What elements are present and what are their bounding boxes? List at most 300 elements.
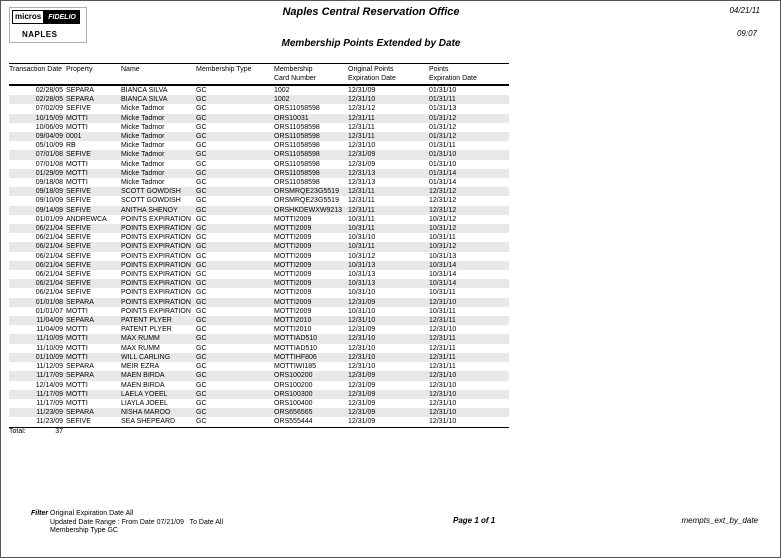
cell-name: WILL CARLING <box>121 353 171 361</box>
column-header-membership-type: Membership Type <box>196 64 274 86</box>
cell-property: MOTTI <box>66 123 88 131</box>
cell-original-points-expiration-date: 12/31/09 <box>348 381 376 389</box>
cell-points-expiration-date: 01/31/10 <box>429 160 457 168</box>
cell-original-points-expiration-date: 12/31/10 <box>348 335 376 343</box>
cell-card-number: MOTTIHF806 <box>274 353 317 361</box>
cell-points-expiration-date: 01/31/10 <box>429 151 457 159</box>
filter-lines <box>50 510 223 536</box>
cell-membership-type: GC <box>196 188 207 196</box>
total-value: 37 <box>55 428 63 435</box>
table-row <box>9 178 509 187</box>
cell-membership-type: GC <box>196 234 207 242</box>
cell-membership-type: GC <box>196 123 207 131</box>
cell-membership-type: GC <box>196 289 207 297</box>
table-row <box>9 408 509 417</box>
filter-line: Updated Date Range : From Date 07/21/09 To Date All <box>50 518 224 526</box>
cell-original-points-expiration-date: 12/31/09 <box>348 160 376 168</box>
cell-card-number: ORS555444 <box>274 418 313 426</box>
cell-name: MEIR EZRA <box>121 363 160 371</box>
cell-name: PATENT PLYER <box>121 326 172 334</box>
cell-card-number: MOTTI2009 <box>274 307 312 315</box>
cell-transaction-date: 09/18/08 <box>35 179 63 187</box>
cell-property: SEFIVE <box>66 271 91 279</box>
cell-membership-type: GC <box>196 298 207 306</box>
cell-points-expiration-date: 12/31/10 <box>429 381 457 389</box>
table-row <box>9 104 509 113</box>
cell-property: MOTTI <box>66 335 88 343</box>
cell-transaction-date: 11/23/09 <box>36 418 63 426</box>
cell-name: Micke Tadmor <box>121 123 165 131</box>
cell-card-number: MOTTI2010 <box>274 326 312 334</box>
table-row <box>9 381 509 390</box>
cell-points-expiration-date: 10/31/11 <box>429 307 456 315</box>
cell-original-points-expiration-date: 12/31/12 <box>348 105 376 113</box>
cell-membership-type: GC <box>196 363 207 371</box>
cell-membership-type: GC <box>196 215 207 223</box>
cell-property: SEPARA <box>66 409 94 417</box>
cell-card-number: ORS11058598 <box>274 160 320 168</box>
cell-property: SEFIVE <box>66 243 91 251</box>
cell-membership-type: GC <box>196 133 207 141</box>
cell-card-number: ORS11058598 <box>274 123 320 131</box>
cell-membership-type: GC <box>196 261 207 269</box>
cell-points-expiration-date: 12/31/12 <box>429 197 457 205</box>
cell-card-number: MOTTI2009 <box>274 225 312 233</box>
cell-card-number: MOTTIAD510 <box>274 344 318 352</box>
cell-name: BIANCA SILVA <box>121 96 168 104</box>
table-row <box>9 150 509 159</box>
cell-card-number: ORSHKDEWXW9213 <box>274 206 343 214</box>
cell-points-expiration-date: 12/31/10 <box>429 390 457 398</box>
cell-transaction-date: 06/21/04 <box>35 261 63 269</box>
cell-points-expiration-date: 12/31/11 <box>429 353 456 361</box>
cell-name: Micke Tadmor <box>121 151 165 159</box>
cell-transaction-date: 05/10/09 <box>35 142 63 150</box>
cell-membership-type: GC <box>196 409 207 417</box>
cell-name: Micke Tadmor <box>121 133 165 141</box>
cell-original-points-expiration-date: 10/31/10 <box>348 234 376 242</box>
cell-property: SEFIVE <box>66 252 91 260</box>
cell-original-points-expiration-date: 10/31/11 <box>348 243 375 251</box>
cell-property: SEPARA <box>66 363 94 371</box>
cell-name: Micke Tadmor <box>121 114 165 122</box>
cell-original-points-expiration-date: 12/31/09 <box>348 298 376 306</box>
cell-membership-type: GC <box>196 344 207 352</box>
cell-transaction-date: 11/23/09 <box>36 409 63 417</box>
cell-name: SCOTT GOWDISH <box>121 188 181 196</box>
cell-membership-type: GC <box>196 225 207 233</box>
cell-points-expiration-date: 12/31/11 <box>429 363 456 371</box>
cell-membership-type: GC <box>196 271 207 279</box>
table-row <box>9 417 509 427</box>
cell-membership-type: GC <box>196 160 207 168</box>
table-row <box>9 233 509 242</box>
table-row <box>9 224 509 233</box>
cell-membership-type: GC <box>196 381 207 389</box>
cell-transaction-date: 01/01/07 <box>35 307 63 315</box>
cell-points-expiration-date: 10/31/11 <box>429 234 456 242</box>
cell-transaction-date: 10/06/09 <box>35 123 63 131</box>
cell-card-number: MOTTI2009 <box>274 252 312 260</box>
cell-original-points-expiration-date: 12/31/09 <box>348 151 376 159</box>
cell-original-points-expiration-date: 10/31/12 <box>348 252 376 260</box>
cell-points-expiration-date: 01/31/10 <box>429 87 457 94</box>
cell-points-expiration-date: 12/31/12 <box>429 206 457 214</box>
cell-original-points-expiration-date: 10/31/11 <box>348 225 375 233</box>
cell-name: SCOTT GOWDISH <box>121 197 181 205</box>
cell-property: MOTTI <box>66 307 88 315</box>
cell-original-points-expiration-date: 12/31/11 <box>348 123 375 131</box>
column-header-transaction-date: Transaction Date <box>9 64 66 86</box>
cell-name: Micke Tadmor <box>121 105 165 113</box>
total-label: Total: <box>9 428 26 435</box>
cell-original-points-expiration-date: 12/31/11 <box>348 188 375 196</box>
cell-membership-type: GC <box>196 372 207 380</box>
cell-name: POINTS EXPIRATION <box>121 307 191 315</box>
fidelio-logo-text: FIDELIO <box>44 10 80 24</box>
cell-membership-type: GC <box>196 390 207 398</box>
cell-property: MOTTI <box>66 169 88 177</box>
cell-property: MOTTI <box>66 179 88 187</box>
cell-points-expiration-date: 01/31/11 <box>429 142 456 150</box>
column-header-points-expiration-date: Points Expiration Date <box>429 64 509 86</box>
cell-card-number: ORS100300 <box>274 390 313 398</box>
cell-membership-type: GC <box>196 399 207 407</box>
table-row <box>9 261 509 270</box>
cell-card-number: MOTTI2009 <box>274 289 312 297</box>
cell-card-number: ORS11058598 <box>274 133 320 141</box>
cell-transaction-date: 07/01/08 <box>35 151 63 159</box>
cell-name: POINTS EXPIRATION <box>121 271 191 279</box>
cell-transaction-date: 12/14/09 <box>35 381 63 389</box>
cell-name: Micke Tadmor <box>121 179 165 187</box>
cell-points-expiration-date: 12/31/10 <box>429 418 457 426</box>
table-row <box>9 279 509 288</box>
table-row <box>9 298 509 307</box>
cell-transaction-date: 06/21/04 <box>35 280 63 288</box>
cell-membership-type: GC <box>196 326 207 334</box>
cell-membership-type: GC <box>196 307 207 315</box>
cell-property: SEFIVE <box>66 261 91 269</box>
cell-membership-type: GC <box>196 114 207 122</box>
table-row <box>9 270 509 279</box>
cell-membership-type: GC <box>196 243 207 251</box>
cell-membership-type: GC <box>196 206 207 214</box>
table-row <box>9 85 509 95</box>
table-row <box>9 399 509 408</box>
report-title: Naples Central Reservation Office <box>282 6 460 18</box>
cell-transaction-date: 11/10/09 <box>36 335 63 343</box>
table-row <box>9 307 509 316</box>
filter-label: Filter <box>31 510 49 517</box>
cell-membership-type: GC <box>196 169 207 177</box>
cell-transaction-date: 01/10/09 <box>35 353 63 361</box>
column-header-property: Property <box>66 64 121 86</box>
cell-membership-type: GC <box>196 197 207 205</box>
cell-name: Micke Tadmor <box>121 169 165 177</box>
cell-property: SEFIVE <box>66 418 91 426</box>
cell-card-number: MOTTI2009 <box>274 271 312 279</box>
cell-property: SEFIVE <box>66 280 91 288</box>
cell-points-expiration-date: 10/31/12 <box>429 215 457 223</box>
cell-transaction-date: 06/21/04 <box>35 271 63 279</box>
cell-card-number: MOTTIAD510 <box>274 335 318 343</box>
cell-points-expiration-date: 01/31/12 <box>429 114 457 122</box>
table-row <box>9 114 509 123</box>
micros-logo-text: micros <box>12 10 44 24</box>
cell-name: MAX RUMM <box>121 335 160 343</box>
cell-points-expiration-date: 12/31/11 <box>429 344 456 352</box>
table-row <box>9 316 509 325</box>
cell-card-number: ORSMRQE23G5519 <box>274 188 339 196</box>
cell-original-points-expiration-date: 12/31/10 <box>348 96 376 104</box>
cell-transaction-date: 06/21/04 <box>35 225 63 233</box>
cell-property: SEFIVE <box>66 105 91 113</box>
cell-property: SEFIVE <box>66 197 91 205</box>
cell-property: SEPARA <box>66 96 94 104</box>
cell-original-points-expiration-date: 12/31/11 <box>348 114 375 122</box>
cell-name: BIANCA SILVA <box>121 87 168 94</box>
cell-points-expiration-date: 01/31/11 <box>429 96 456 104</box>
cell-original-points-expiration-date: 12/31/09 <box>348 372 376 380</box>
cell-points-expiration-date: 12/31/12 <box>429 188 457 196</box>
cell-transaction-date: 06/21/04 <box>35 243 63 251</box>
cell-property: SEFIVE <box>66 225 91 233</box>
table-row <box>9 95 509 104</box>
cell-name: Micke Tadmor <box>121 160 165 168</box>
table-row <box>9 371 509 380</box>
cell-original-points-expiration-date: 12/31/09 <box>348 409 376 417</box>
cell-name: SEA SHEPEARD <box>121 418 176 426</box>
cell-name: POINTS EXPIRATION <box>121 243 191 251</box>
cell-name: MAEN BIRDA <box>121 381 165 389</box>
cell-property: SEFIVE <box>66 206 91 214</box>
cell-original-points-expiration-date: 12/31/09 <box>348 399 376 407</box>
cell-property: SEPARA <box>66 317 94 325</box>
cell-transaction-date: 02/28/05 <box>35 87 63 94</box>
cell-original-points-expiration-date: 12/31/10 <box>348 142 376 150</box>
cell-property: MOTTI <box>66 114 88 122</box>
cell-original-points-expiration-date: 10/31/13 <box>348 280 376 288</box>
cell-property: 0001 <box>66 133 82 141</box>
cell-membership-type: GC <box>196 353 207 361</box>
cell-card-number: ORS11058598 <box>274 169 320 177</box>
cell-name: POINTS EXPIRATION <box>121 289 191 297</box>
table-row <box>9 353 509 362</box>
cell-property: MOTTI <box>66 160 88 168</box>
cell-transaction-date: 11/10/09 <box>36 344 63 352</box>
cell-card-number: ORS11058598 <box>274 179 320 187</box>
cell-membership-type: GC <box>196 96 207 104</box>
column-header-name: Name <box>121 64 196 86</box>
cell-original-points-expiration-date: 12/31/09 <box>348 390 376 398</box>
cell-card-number: ORS100200 <box>274 381 313 389</box>
cell-property: SEFIVE <box>66 188 91 196</box>
cell-points-expiration-date: 12/31/10 <box>429 409 457 417</box>
cell-points-expiration-date: 01/31/12 <box>429 123 457 131</box>
cell-original-points-expiration-date: 12/31/09 <box>348 87 376 94</box>
table-row <box>9 390 509 399</box>
cell-property: SEPARA <box>66 87 94 94</box>
cell-name: NISHA MAROO <box>121 409 171 417</box>
cell-original-points-expiration-date: 10/31/10 <box>348 307 376 315</box>
cell-card-number: 1002 <box>274 96 290 104</box>
cell-membership-type: GC <box>196 335 207 343</box>
cell-property: MOTTI <box>66 326 88 334</box>
membership-points-table <box>9 63 509 428</box>
cell-original-points-expiration-date: 12/31/11 <box>348 206 375 214</box>
cell-transaction-date: 01/01/08 <box>35 298 63 306</box>
cell-property: MOTTI <box>66 399 88 407</box>
page-number: Page 1 of 1 <box>453 516 496 525</box>
cell-membership-type: GC <box>196 87 207 94</box>
cell-points-expiration-date: 01/31/12 <box>429 133 457 141</box>
cell-transaction-date: 09/04/09 <box>35 133 63 141</box>
cell-name: POINTS EXPIRATION <box>121 261 191 269</box>
cell-name: POINTS EXPIRATION <box>121 298 191 306</box>
report-subtitle: Membership Points Extended by Date <box>281 38 461 49</box>
table-row <box>9 206 509 215</box>
table-row <box>9 362 509 371</box>
cell-card-number: MOTTI2009 <box>274 261 312 269</box>
cell-card-number: ORS656565 <box>274 409 313 417</box>
cell-card-number: MOTTI2009 <box>274 243 312 251</box>
cell-card-number: MOTTI2009 <box>274 215 312 223</box>
cell-original-points-expiration-date: 12/31/10 <box>348 317 376 325</box>
cell-membership-type: GC <box>196 151 207 159</box>
cell-membership-type: GC <box>196 252 207 260</box>
cell-membership-type: GC <box>196 317 207 325</box>
cell-name: Micke Tadmor <box>121 142 165 150</box>
cell-original-points-expiration-date: 12/31/09 <box>348 418 376 426</box>
cell-membership-type: GC <box>196 142 207 150</box>
cell-name: LAELA YOEEL <box>121 390 168 398</box>
cell-original-points-expiration-date: 10/31/11 <box>348 215 375 223</box>
cell-name: POINTS EXPIRATION <box>121 234 191 242</box>
cell-property: ANDREWCA <box>66 215 107 223</box>
cell-card-number: MOTTIWI185 <box>274 363 317 371</box>
cell-original-points-expiration-date: 12/31/11 <box>348 133 375 141</box>
cell-transaction-date: 06/21/04 <box>35 252 63 260</box>
table-row <box>9 141 509 150</box>
cell-transaction-date: 11/17/09 <box>36 390 63 398</box>
cell-card-number: ORS11058598 <box>274 142 320 150</box>
table-row <box>9 187 509 196</box>
cell-points-expiration-date: 12/31/11 <box>429 335 456 343</box>
cell-original-points-expiration-date: 12/31/10 <box>348 353 376 361</box>
cell-card-number: MOTTI2009 <box>274 234 312 242</box>
cell-transaction-date: 11/17/09 <box>36 372 63 380</box>
cell-transaction-date: 09/10/09 <box>35 197 63 205</box>
column-header-original-points-expiration-date: Original Points Expiration Date <box>348 64 429 86</box>
cell-card-number: ORS11058598 <box>274 105 320 113</box>
cell-original-points-expiration-date: 12/31/11 <box>348 197 375 205</box>
cell-property: RB <box>66 142 76 150</box>
cell-points-expiration-date: 10/31/14 <box>429 271 457 279</box>
cell-points-expiration-date: 10/31/14 <box>429 261 457 269</box>
run-date: 04/21/11 <box>729 6 760 15</box>
cell-card-number: MOTTI2009 <box>274 298 312 306</box>
table-row <box>9 242 509 251</box>
table-row <box>9 334 509 343</box>
cell-transaction-date: 02/28/05 <box>35 96 63 104</box>
table-row <box>9 215 509 224</box>
property-name: NAPLES <box>22 30 58 39</box>
cell-property: SEFIVE <box>66 289 91 297</box>
filter-line: Original Expiration Date All <box>50 510 134 517</box>
cell-name: POINTS EXPIRATION <box>121 252 191 260</box>
cell-card-number: ORS10031 <box>274 114 309 122</box>
cell-property: SEPARA <box>66 298 94 306</box>
cell-transaction-date: 07/02/09 <box>35 105 63 113</box>
cell-name: MAEN BIRDA <box>121 372 165 380</box>
cell-property: MOTTI <box>66 344 88 352</box>
cell-transaction-date: 01/01/09 <box>35 215 63 223</box>
cell-transaction-date: 09/18/09 <box>35 188 63 196</box>
cell-points-expiration-date: 01/31/13 <box>429 105 457 113</box>
cell-original-points-expiration-date: 12/31/10 <box>348 344 376 352</box>
cell-card-number: ORS100200 <box>274 372 313 380</box>
cell-transaction-date: 11/12/09 <box>36 363 63 371</box>
report-filename: mempts_ext_by_date <box>681 516 758 525</box>
cell-property: MOTTI <box>66 390 88 398</box>
cell-transaction-date: 10/15/09 <box>35 114 63 122</box>
cell-original-points-expiration-date: 12/31/13 <box>348 179 376 187</box>
table-row <box>9 325 509 334</box>
cell-transaction-date: 11/04/09 <box>36 326 63 334</box>
cell-card-number: ORSMRQE23G5519 <box>274 197 339 205</box>
cell-points-expiration-date: 01/31/14 <box>429 169 457 177</box>
cell-property: SEFIVE <box>66 151 91 159</box>
cell-original-points-expiration-date: 12/31/09 <box>348 326 376 334</box>
cell-membership-type: GC <box>196 105 207 113</box>
cell-name: POINTS EXPIRATION <box>121 215 191 223</box>
cell-name: PATENT PLYER <box>121 317 172 325</box>
cell-original-points-expiration-date: 10/31/13 <box>348 261 376 269</box>
cell-points-expiration-date: 12/31/11 <box>429 317 456 325</box>
cell-property: MOTTI <box>66 381 88 389</box>
cell-card-number: 1002 <box>274 87 290 94</box>
cell-membership-type: GC <box>196 418 207 426</box>
cell-original-points-expiration-date: 12/31/10 <box>348 363 376 371</box>
cell-points-expiration-date: 10/31/12 <box>429 243 457 251</box>
cell-membership-type: GC <box>196 280 207 288</box>
cell-transaction-date: 11/04/09 <box>36 317 63 325</box>
cell-name: MAX RUMM <box>121 344 160 352</box>
cell-card-number: MOTTI2010 <box>274 317 312 325</box>
cell-points-expiration-date: 10/31/11 <box>429 289 456 297</box>
cell-points-expiration-date: 12/31/10 <box>429 372 457 380</box>
cell-original-points-expiration-date: 12/31/13 <box>348 169 376 177</box>
cell-transaction-date: 06/21/04 <box>35 234 63 242</box>
table-row <box>9 169 509 178</box>
table-row <box>9 344 509 353</box>
table-header <box>9 64 509 86</box>
cell-points-expiration-date: 12/31/10 <box>429 298 457 306</box>
cell-transaction-date: 06/21/04 <box>35 289 63 297</box>
table-row <box>9 123 509 132</box>
cell-transaction-date: 07/01/08 <box>35 160 63 168</box>
cell-points-expiration-date: 10/31/12 <box>429 225 457 233</box>
run-time: 09:07 <box>736 29 757 38</box>
cell-transaction-date: 01/29/09 <box>35 169 63 177</box>
cell-property: SEFIVE <box>66 234 91 242</box>
cell-name: LIAYLA JOEEL <box>121 399 168 407</box>
table-row <box>9 160 509 169</box>
filter-line: Membership Type GC <box>50 527 118 535</box>
cell-points-expiration-date: 12/31/10 <box>429 399 457 407</box>
cell-card-number: MOTTI2009 <box>274 280 312 288</box>
